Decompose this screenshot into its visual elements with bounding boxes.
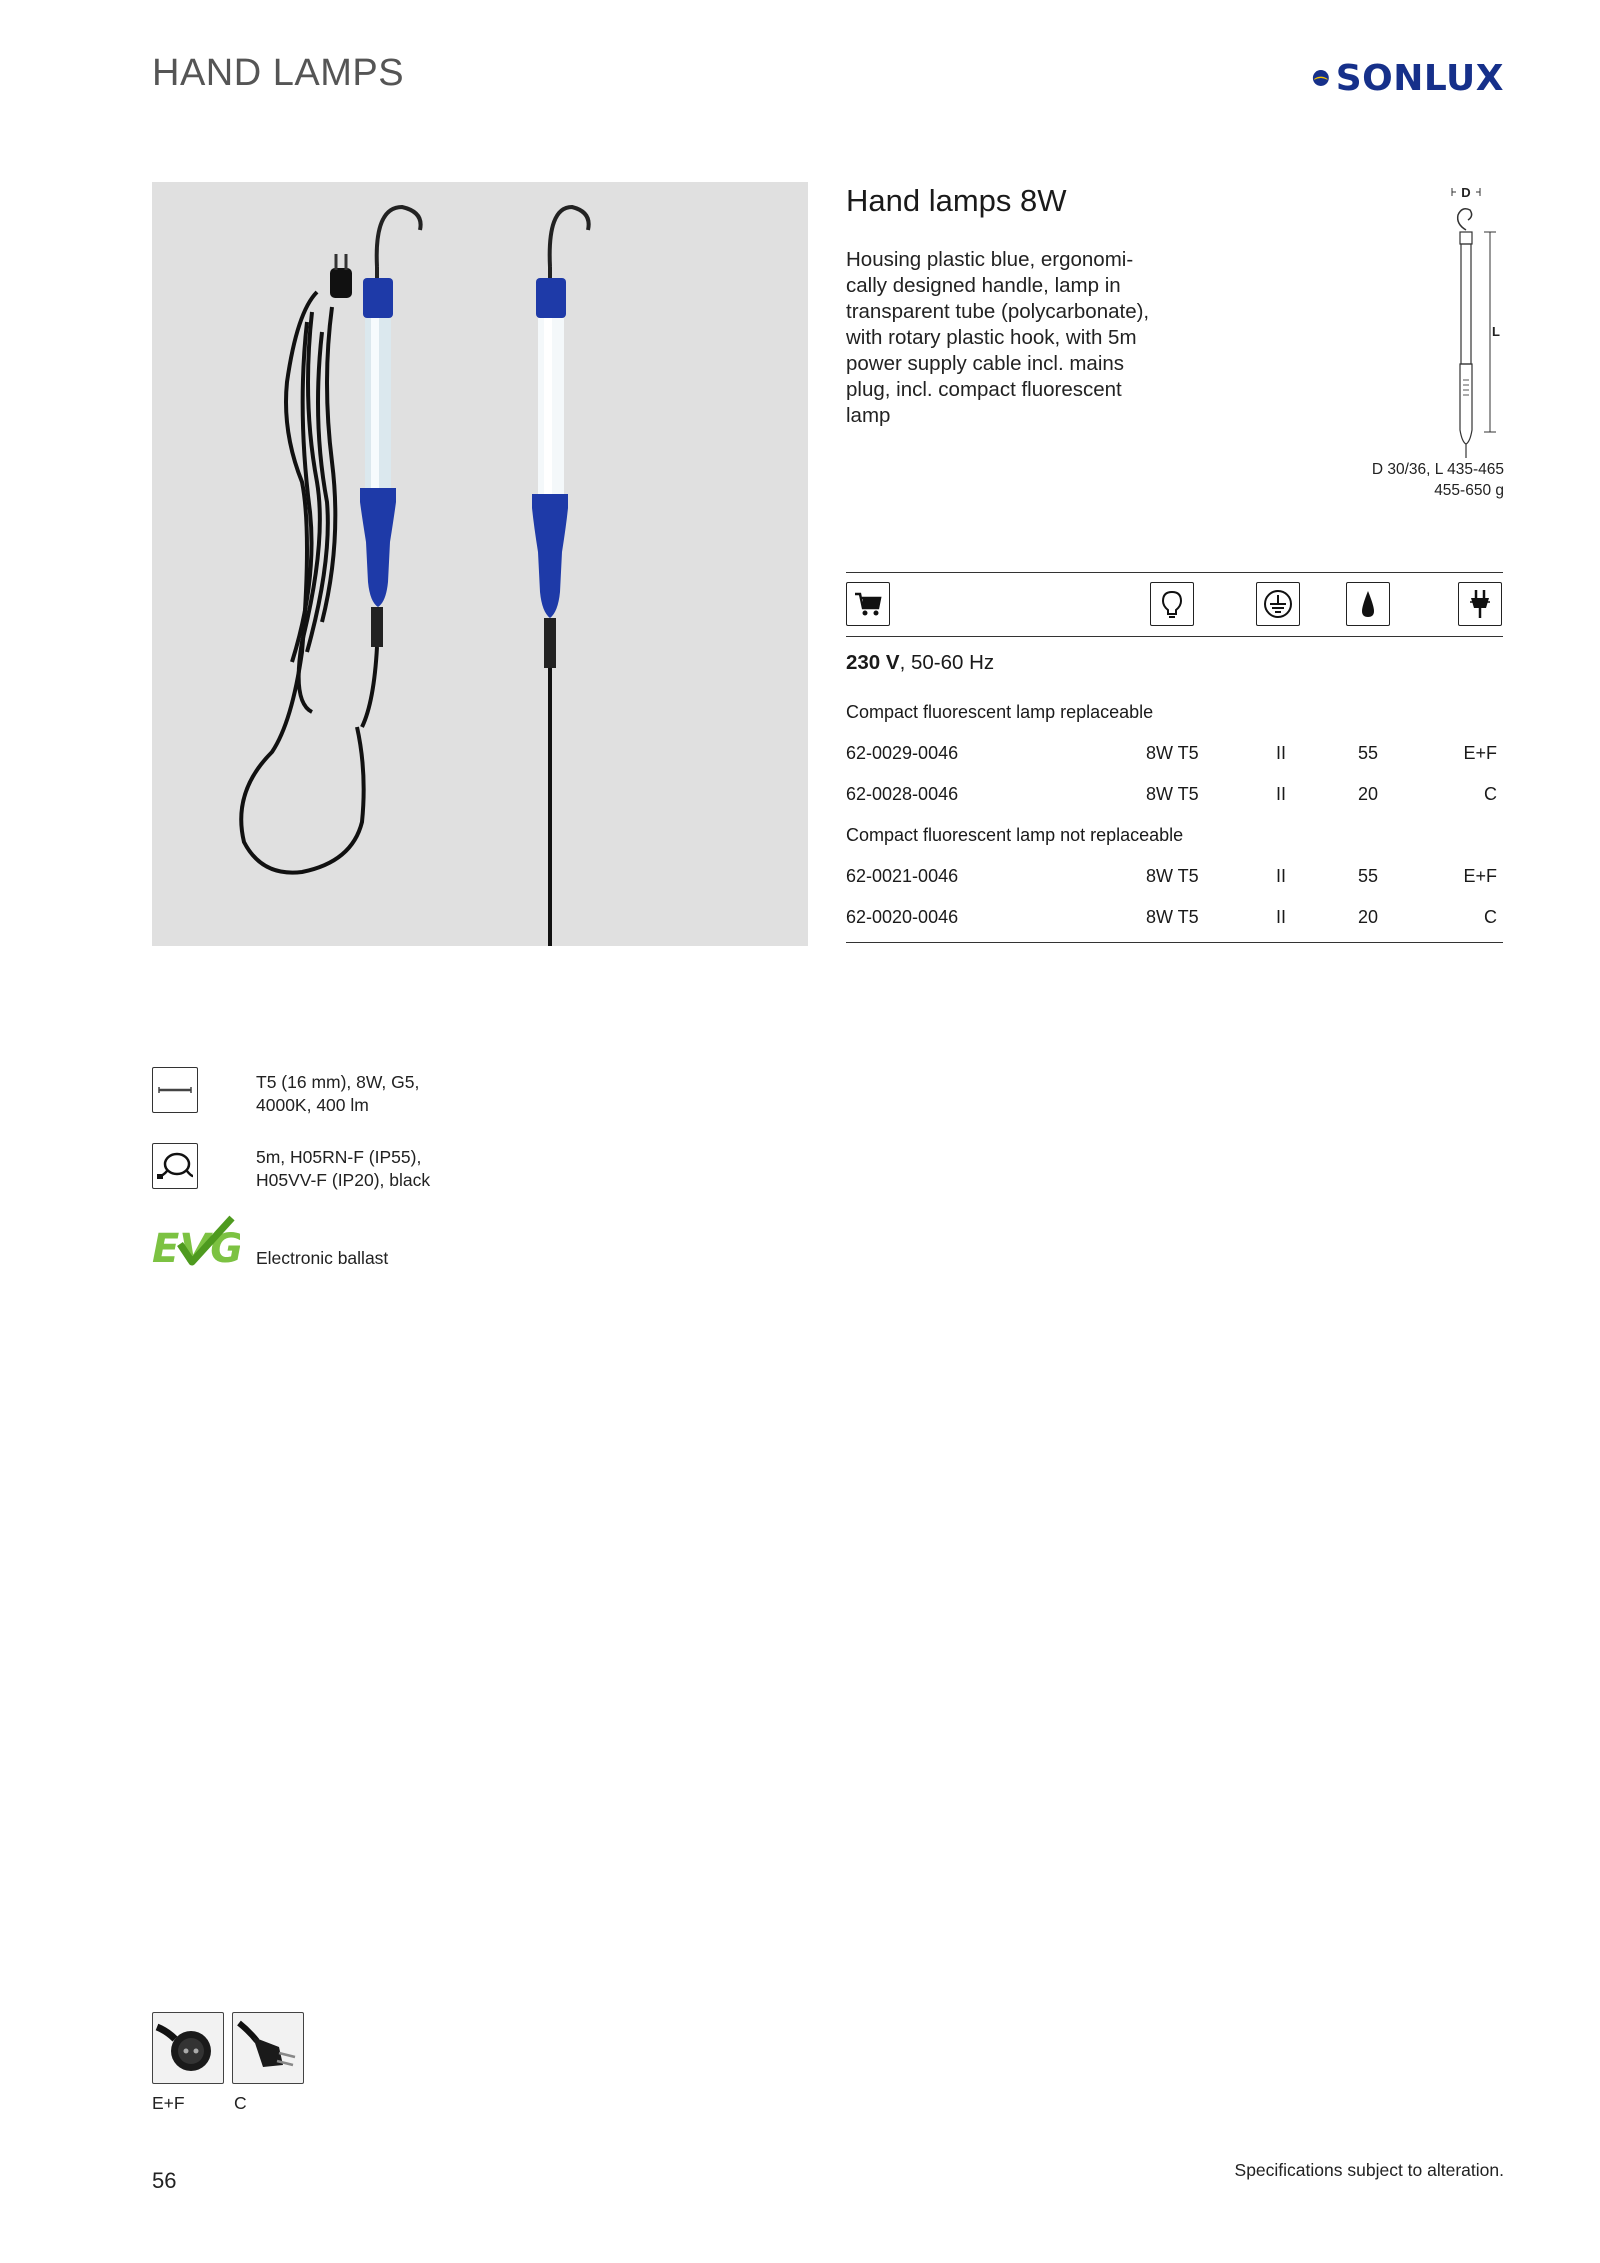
- table-row: [846, 784, 1503, 808]
- ip-rating: 55: [1358, 743, 1379, 763]
- voltage-spec: [846, 651, 994, 675]
- page-number: 56: [152, 2168, 177, 2193]
- description-line: plug, incl. compact fluorescent: [846, 378, 1122, 401]
- feature-line: 4000K, 400 lm: [256, 1095, 369, 1115]
- feature-line: H05VV-F (IP20), black: [256, 1170, 431, 1190]
- ip-rating: 55: [1358, 866, 1379, 886]
- diagram-label-d: D: [1461, 185, 1471, 200]
- table-rule-top: [846, 572, 1503, 573]
- sonlux-emblem-icon: [1312, 58, 1330, 98]
- article-code: 62-0020-0046: [846, 907, 959, 927]
- protection-class: II: [1276, 743, 1287, 763]
- voltage-value: 230 V: [846, 651, 900, 674]
- hand-lamp-left-icon: [360, 207, 421, 727]
- dimensions-text: D 30/36, L 435-465: [1371, 461, 1504, 478]
- frequency-value: , 50-60 Hz: [899, 651, 995, 674]
- lamp-type: 8W T5: [1146, 784, 1199, 804]
- weight-text: 455-650 g: [1434, 482, 1504, 499]
- protection-class: II: [1276, 907, 1287, 927]
- evg-logo-text: EVG: [152, 1226, 240, 1270]
- table-row: [846, 866, 1503, 890]
- table-rule-bottom: [846, 942, 1503, 943]
- footer-note: Specifications subject to alteration.: [1234, 2160, 1504, 2180]
- plug-icon: [1458, 582, 1502, 626]
- plug-type: C: [1484, 907, 1497, 927]
- feature-line: 5m, H05RN-F (IP55),: [256, 1147, 422, 1167]
- protection-class: II: [1276, 866, 1287, 886]
- protection-class-icon: [1256, 582, 1300, 626]
- product-description: [846, 247, 1176, 429]
- description-line: cally designed handle, lamp in: [846, 274, 1121, 297]
- product-title: Hand lamps 8W: [846, 183, 1067, 218]
- plug-label-ef: E+F: [152, 2093, 185, 2113]
- article-code: 62-0028-0046: [846, 784, 959, 804]
- description-line: with rotary plastic hook, with 5m: [846, 326, 1137, 349]
- schuko-plug-icon: [152, 2012, 224, 2084]
- description-line: transparent tube (polycarbonate),: [846, 300, 1150, 323]
- cable-spec-text: [256, 1146, 430, 1192]
- ip-rating: 20: [1358, 907, 1379, 927]
- protection-class: II: [1276, 784, 1287, 804]
- group-label-not-replaceable: Compact fluorescent lamp not replaceable: [846, 825, 1184, 845]
- euro-plug-icon: [232, 2012, 304, 2084]
- lamp-spec-text: [256, 1071, 419, 1117]
- tube-lamp-icon: [152, 1067, 198, 1113]
- description-line: power supply cable incl. mains: [846, 352, 1125, 375]
- table-rule-header: [846, 636, 1503, 637]
- brand-logo: [1312, 56, 1504, 100]
- lamp-type: 8W T5: [1146, 907, 1199, 927]
- plug-label-c: C: [234, 2093, 247, 2113]
- bulb-icon: [1150, 582, 1194, 626]
- plug-type: C: [1484, 784, 1497, 804]
- lamp-type: 8W T5: [1146, 743, 1199, 763]
- diagram-label-l: L: [1492, 324, 1500, 339]
- table-row: [846, 743, 1503, 767]
- mains-plug-icon: [330, 254, 352, 298]
- hand-lamp-right-icon: [532, 207, 589, 946]
- evg-logo: [150, 1210, 240, 1270]
- ballast-text: Electronic ballast: [256, 1248, 389, 1268]
- article-code: 62-0021-0046: [846, 866, 959, 886]
- dimensions-block: [1372, 459, 1504, 501]
- plug-type: E+F: [1463, 866, 1497, 886]
- group-label-replaceable: Compact fluorescent lamp replaceable: [846, 702, 1154, 722]
- power-cable-icon: [241, 292, 363, 873]
- plug-type: E+F: [1463, 743, 1497, 763]
- article-code: 62-0029-0046: [846, 743, 959, 763]
- dimension-diagram: [1434, 180, 1506, 460]
- cable-icon: [152, 1143, 198, 1189]
- feature-line: T5 (16 mm), 8W, G5,: [256, 1072, 420, 1092]
- cart-icon: [846, 582, 890, 626]
- lamp-type: 8W T5: [1146, 866, 1199, 886]
- table-row: [846, 907, 1503, 931]
- ip-drop-icon: [1346, 582, 1390, 626]
- description-line: lamp: [846, 404, 891, 427]
- description-line: Housing plastic blue, ergonomi-: [846, 248, 1134, 271]
- brand-name: SONLUX: [1335, 57, 1504, 99]
- section-title: HAND LAMPS: [152, 52, 405, 94]
- ip-rating: 20: [1358, 784, 1379, 804]
- product-photo: [152, 182, 808, 946]
